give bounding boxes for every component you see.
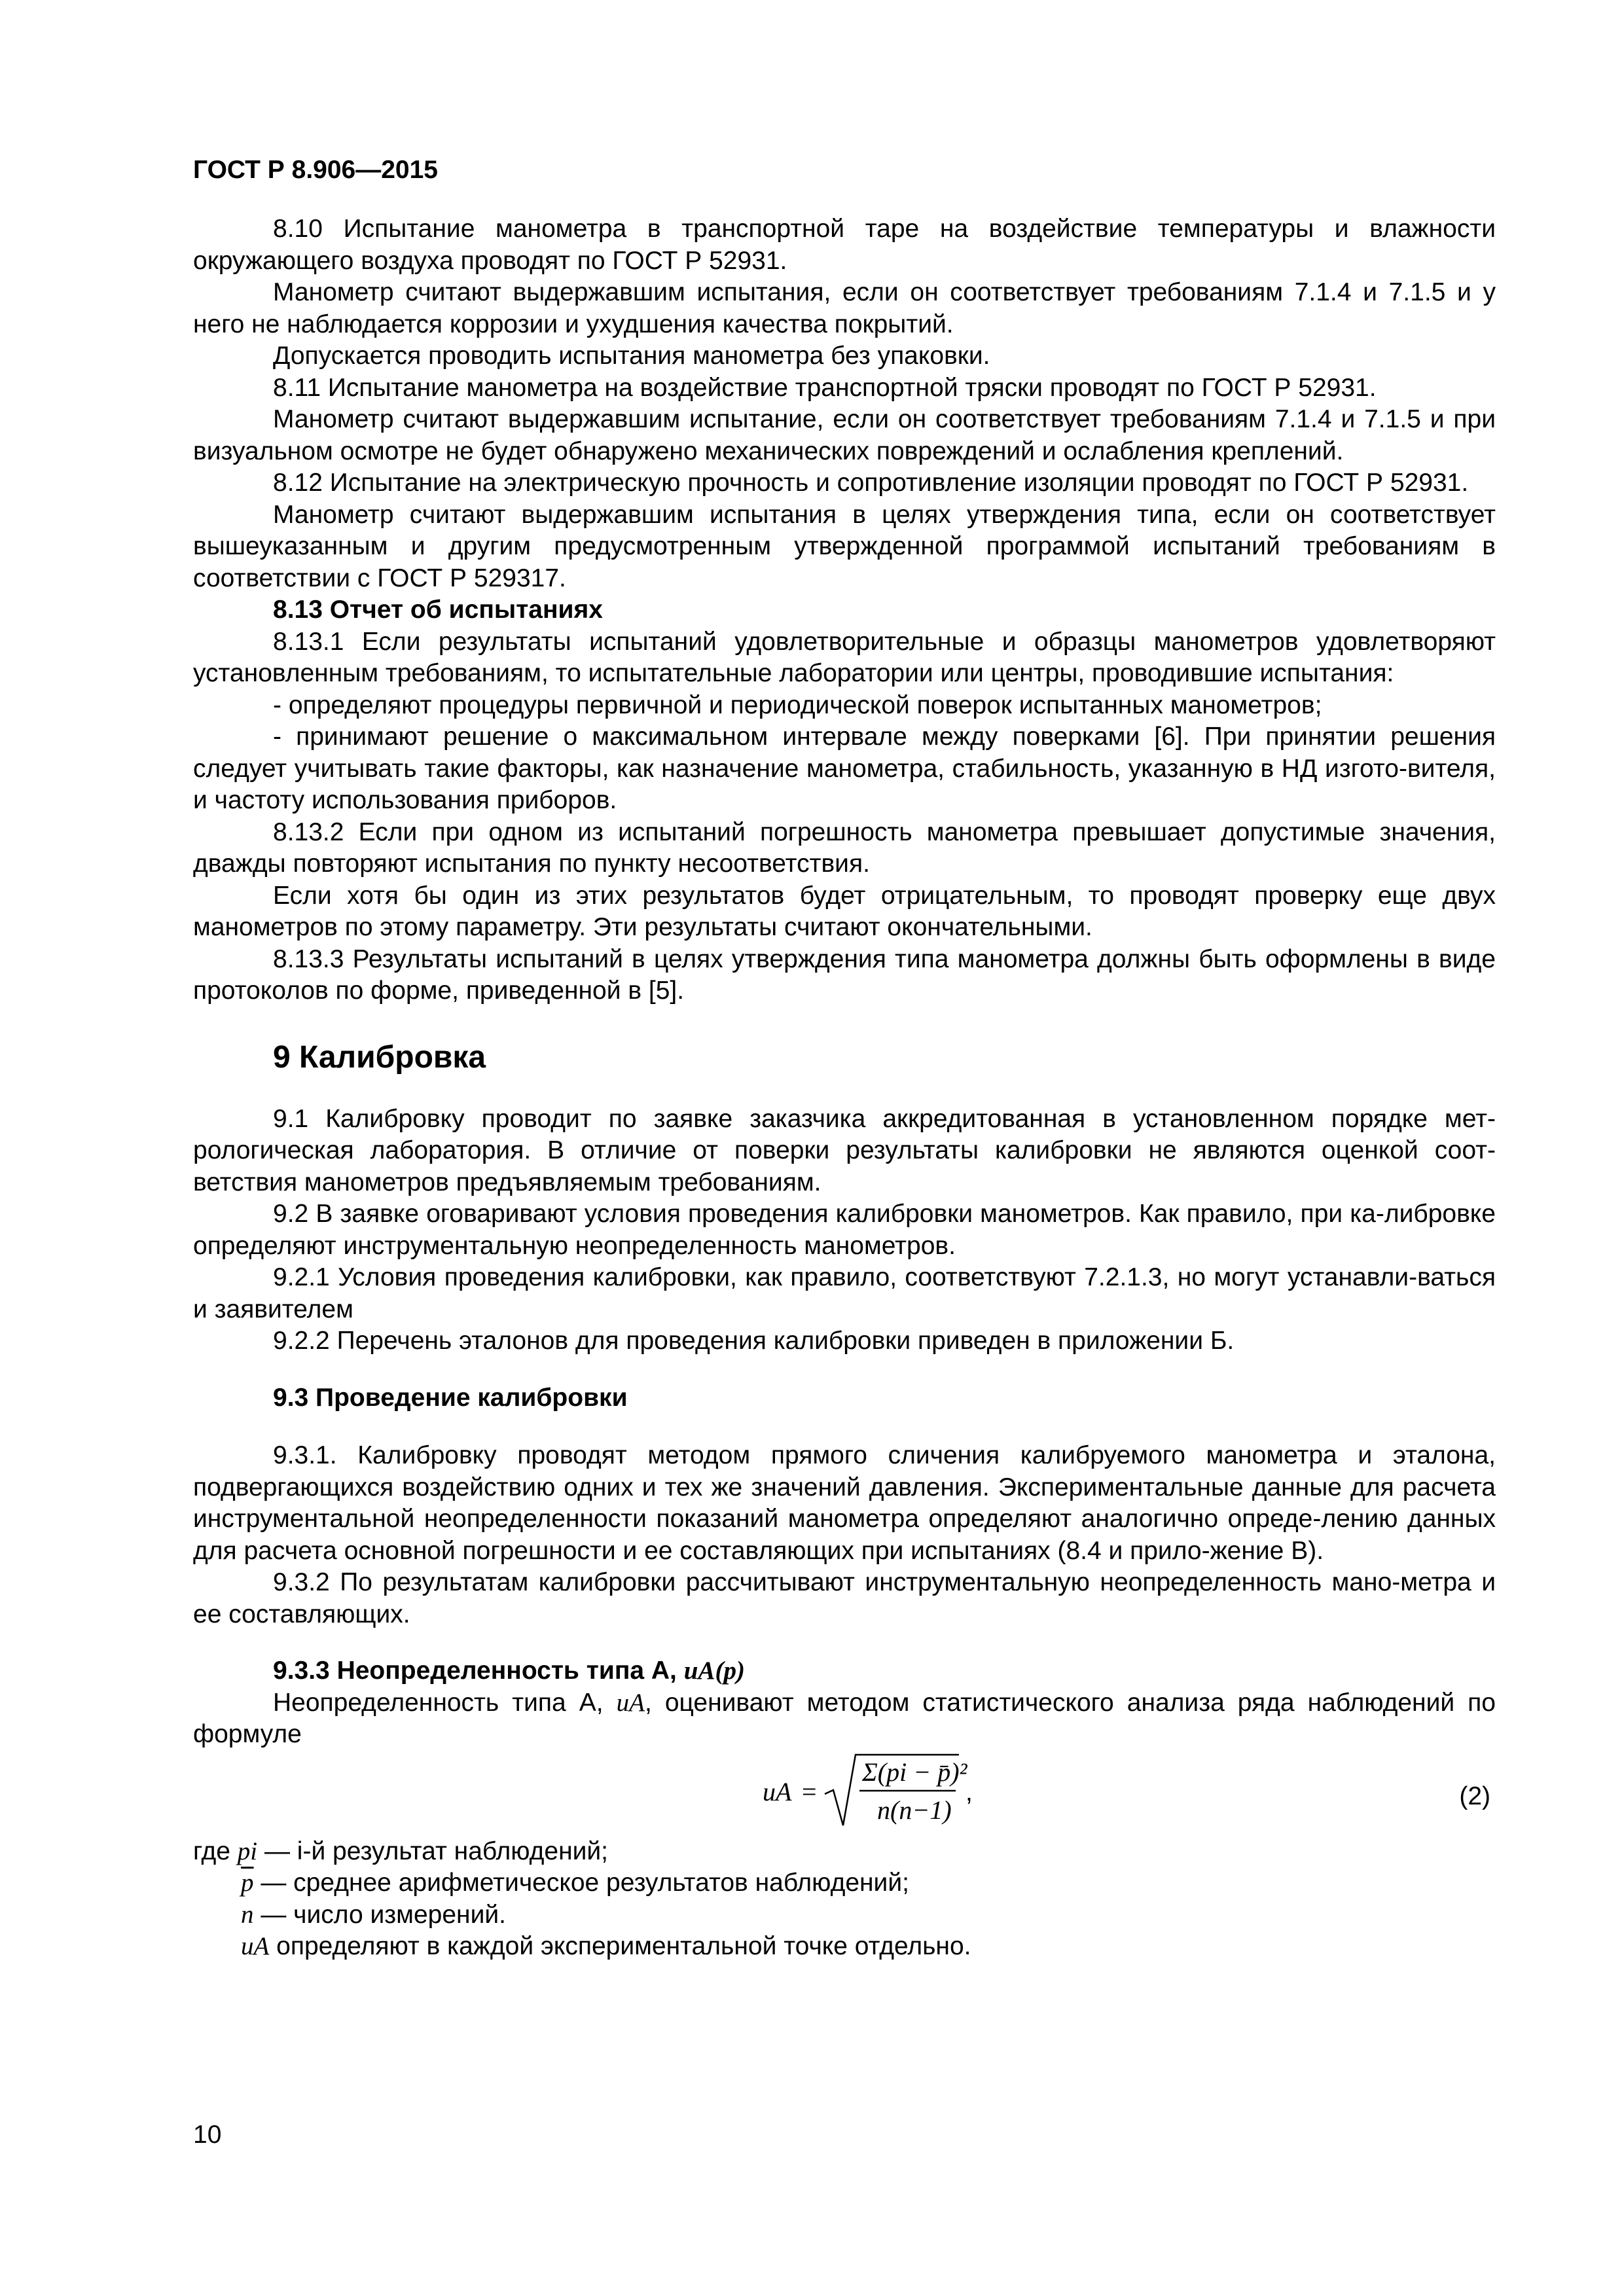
formula-lhs: uA xyxy=(763,1776,792,1806)
page-number: 10 xyxy=(193,2121,222,2149)
legend-ua-symbol: uA xyxy=(241,1932,270,1960)
legend-row-n xyxy=(193,1899,1496,1931)
section-title-9: 9 Калибровка xyxy=(273,1039,486,1075)
heading-8-13: 8.13 Отчет об испытаниях xyxy=(273,596,603,624)
heading-9-3-3-text: 9.3.3 Неопределенность типа А, xyxy=(273,1657,677,1685)
formula-number: (2) xyxy=(1459,1782,1490,1810)
legend-pbar-symbol: $\overline{p}$ xyxy=(241,1869,254,1897)
paragraph-8-11: 8.11 Испытание манометра на воздействие транспортной тряски проводят по ГОСТ Р 52931. xyxy=(273,373,1377,402)
paragraph-8-10-result: Манометр считают выдержавшим испытания, если он соответствует требованиям 7.1.4 и 7.1.5 и у него не наблюдается коррозии и ухудшения качества покрытий. xyxy=(193,278,1496,338)
paragraph-8-13-2-check: Если хотя бы один из этих результатов будет отрицательным, то проводят проверку еще двух манометров по этому параметру. Эти результаты считают окончательными. xyxy=(193,881,1496,941)
legend-row-pi xyxy=(193,1836,1496,1868)
paragraph-8-10: 8.10 Испытание манометра в транспортной таре на воздействие температуры и влажности окружающего воздуха проводят по ГОСТ Р 52931. xyxy=(193,215,1496,275)
paragraph-8-11-result: Манометр считают выдержавшим испытание, если он соответствует требованиям 7.1.4 и 7.1.5 и при визуальном осмотре не будет обнаружено механических повреждений и ослабления креплений. xyxy=(193,405,1496,465)
legend-pbar-text: — среднее арифметическое результатов наблюдений; xyxy=(261,1869,909,1897)
list-item-interval: - принимают решение о максимальном интервале между поверками [6]. При принятии решения следует учитывать такие факторы, как назначение манометра, стабильность, указанную в НД изгото-вителя, и частоту использования приборов. xyxy=(193,723,1496,814)
paragraph-8-13-1: 8.13.1 Если результаты испытаний удовлетворительные и образцы манометров удовлетворяют установленным требованиям, то испытательные лаборатории или центры, проводившие испытания: xyxy=(193,627,1496,687)
legend-pi-symbol: pi xyxy=(237,1837,258,1865)
formula-graphic xyxy=(193,1753,1496,1832)
legend-row-ua xyxy=(193,1931,1496,1963)
paragraph-9-2-1: 9.2.1 Условия проведения калибровки, как правило, соответствуют 7.2.1.3, но могут устанавли-ваться и заявителем xyxy=(193,1263,1496,1323)
legend-row-pbar xyxy=(193,1867,1496,1899)
formula-comma: , xyxy=(965,1778,973,1806)
legend-pi-text: — i-й результат наблюдений; xyxy=(264,1837,609,1865)
paragraph-9-3-2: 9.3.2 По результатам калибровки рассчитывают инструментальную неопределенность мано-метра и ее составляющих. xyxy=(193,1568,1496,1628)
page-body xyxy=(193,213,1496,1963)
paragraph-9-1: 9.1 Калибровку проводит по заявке заказчика аккредитованная в установленном порядке мет-рологическая лаборатория. В отличие от поверки результаты калибровки не являются оценкой соот-ветствия манометров предъявляемым требованиям. xyxy=(193,1104,1496,1196)
paragraph-9-3-3-symbol: uA xyxy=(616,1688,645,1717)
paragraph-9-3-3 xyxy=(193,1687,1496,1751)
legend-ua-text: определяют в каждой экспериментальной точке отдельно. xyxy=(276,1932,971,1960)
document-header: ГОСТ Р 8.906—2015 xyxy=(193,156,438,184)
paragraph-9-3-1: 9.3.1. Калибровку проводят методом прямого сличения калибруемого манометра и эталона, подвергающихся воздействию одних и тех же значений давления. Экспериментальные данные для расчета инструментальной неопределенности показаний манометра определяют аналогично опреде-лению данных для расчета основной погрешности и ее составляющих при испытаниях (8.4 и прило-жение В). xyxy=(193,1441,1496,1565)
paragraph-9-3-3-tail: , оценивают методом статистического анализа ряда наблюдений по формуле xyxy=(193,1688,1496,1748)
paragraph-8-13-2: 8.13.2 Если при одном из испытаний погрешность манометра превышает допустимые значения, дважды повторяют испытания по пункту несоответствия. xyxy=(193,817,1496,878)
legend-where: где xyxy=(193,1837,230,1865)
paragraph-8-12: 8.12 Испытание на электрическую прочность и сопротивление изоляции проводят по ГОСТ Р 52931. xyxy=(273,469,1469,497)
formula-denominator: n(n−1) xyxy=(877,1795,952,1825)
heading-9-3-3-symbol: uA(p) xyxy=(683,1657,745,1685)
paragraph-8-10-note: Допускается проводить испытания манометра без упаковки. xyxy=(273,342,990,370)
paragraph-9-2-2: 9.2.2 Перечень эталонов для проведения калибровки приведен в приложении Б. xyxy=(273,1327,1235,1355)
paragraph-9-3-3-lead: Неопределенность типа А, xyxy=(273,1688,604,1717)
heading-9-3-3 xyxy=(193,1655,1496,1687)
paragraph-8-12-result: Манометр считают выдержавшим испытания в целях утверждения типа, если он соответствует вышеуказанным и другим предусмотренным утвержденной программой испытаний требованиям в соответствии с ГОСТ Р 529317. xyxy=(193,500,1496,592)
formula-2 xyxy=(193,1753,1496,1832)
legend-n-text: — число измерений. xyxy=(261,1900,506,1929)
legend-n-symbol: n xyxy=(241,1900,254,1929)
formula-equals: = xyxy=(802,1776,817,1806)
paragraph-9-2: 9.2 В заявке оговаривают условия проведения калибровки манометров. Как правило, при ка-либровке определяют инструментальную неопределенность манометров. xyxy=(193,1200,1496,1260)
formula-numerator: Σ(pi − p̄)² xyxy=(862,1757,967,1787)
list-item-procedures: - определяют процедуры первичной и периодической поверок испытанных манометров; xyxy=(273,691,1322,719)
symbol-legend xyxy=(193,1836,1496,1963)
paragraph-8-13-3: 8.13.3 Результаты испытаний в целях утверждения типа манометра должны быть оформлены в виде протоколов по форме, приведенной в [5]. xyxy=(193,944,1496,1005)
heading-9-3: 9.3 Проведение калибровки xyxy=(273,1383,628,1412)
